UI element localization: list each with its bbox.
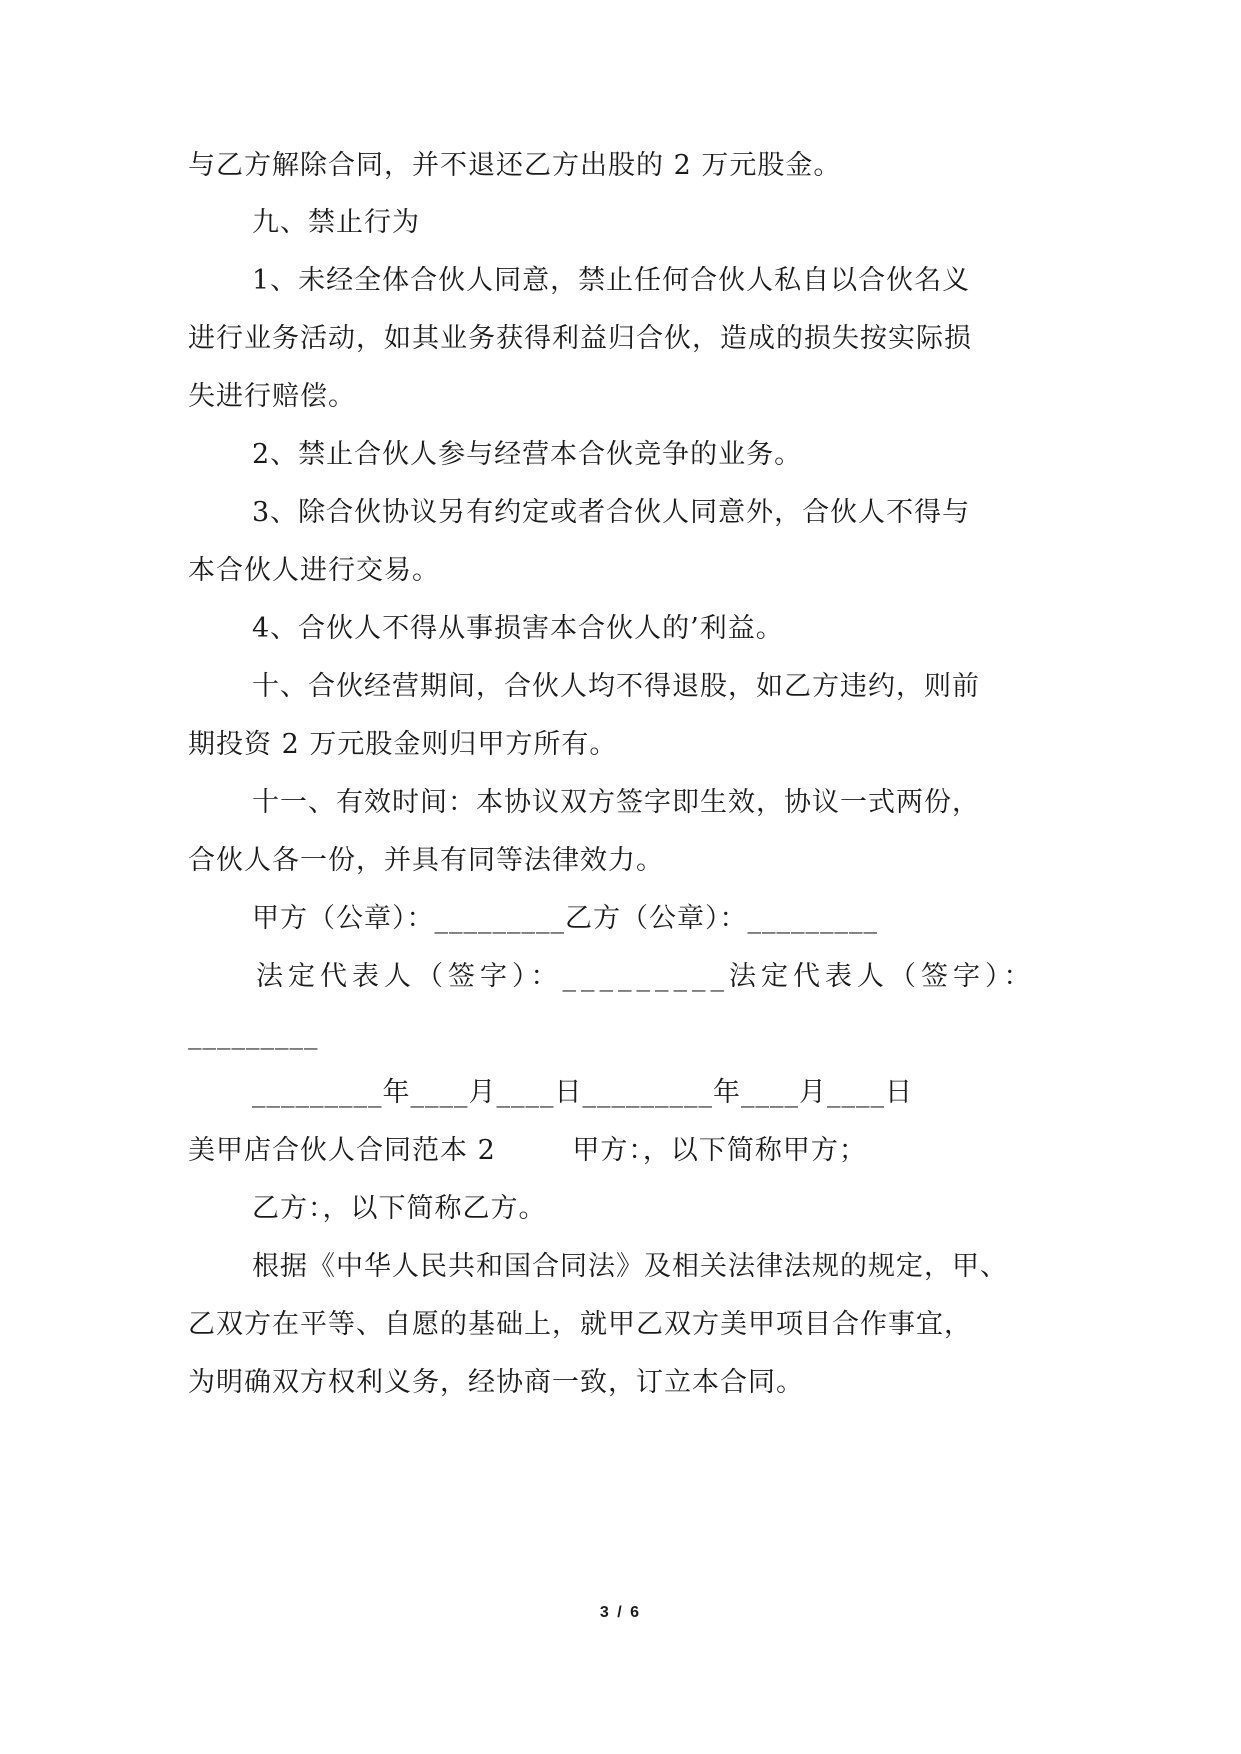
signature-line: 甲方（公章）：_________乙方（公章）：_________	[252, 903, 878, 934]
text-line: 期投资 2 万元股金则归甲方所有。	[188, 729, 618, 760]
text-line: 本合伙人进行交易。	[188, 555, 440, 586]
page-number: 3 / 6	[599, 1604, 642, 1621]
date-line: _________年____月____日_________年____月____日	[252, 1077, 913, 1108]
text-line: 乙双方在平等、自愿的基础上，就甲乙双方美甲项目合作事宜，	[188, 1309, 972, 1340]
signature-line: 法定代表人（签字）：_________法定代表人（签字）：	[256, 961, 1036, 992]
text-line: 为明确双方权利义务，经协商一致，订立本合同。	[188, 1367, 804, 1398]
text-line: 美甲店合伙人合同范本 2 甲方：，以下简称甲方；	[188, 1135, 867, 1166]
section-heading: 九、禁止行为	[252, 207, 420, 238]
text-line: 与乙方解除合同，并不退还乙方出股的 2 万元股金。	[188, 150, 842, 181]
text-line: 合伙人各一份，并具有同等法律效力。	[188, 845, 664, 876]
text-line: 乙方：，以下简称乙方。	[252, 1193, 547, 1224]
text-line: 十一、有效时间：本协议双方签字即生效，协议一式两份，	[252, 787, 980, 818]
text-line: 2、禁止合伙人参与经营本合伙竞争的业务。	[252, 439, 803, 470]
text-line: 失进行赔偿。	[188, 381, 356, 412]
text-line: 3、除合伙协议另有约定或者合伙人同意外，合伙人不得与	[252, 497, 971, 528]
signature-blank: _________	[188, 1019, 319, 1050]
text-line: 4、合伙人不得从事损害本合伙人的’利益。	[252, 613, 784, 644]
text-line: 1、未经全体合伙人同意，禁止任何合伙人私自以合伙名义	[252, 265, 971, 296]
text-line: 十、合伙经营期间，合伙人均不得退股，如乙方违约，则前	[252, 671, 980, 702]
text-line: 进行业务活动，如其业务获得利益归合伙，造成的损失按实际损	[188, 323, 972, 354]
text-line: 根据《中华人民共和国合同法》及相关法律法规的规定，甲、	[252, 1251, 1008, 1282]
